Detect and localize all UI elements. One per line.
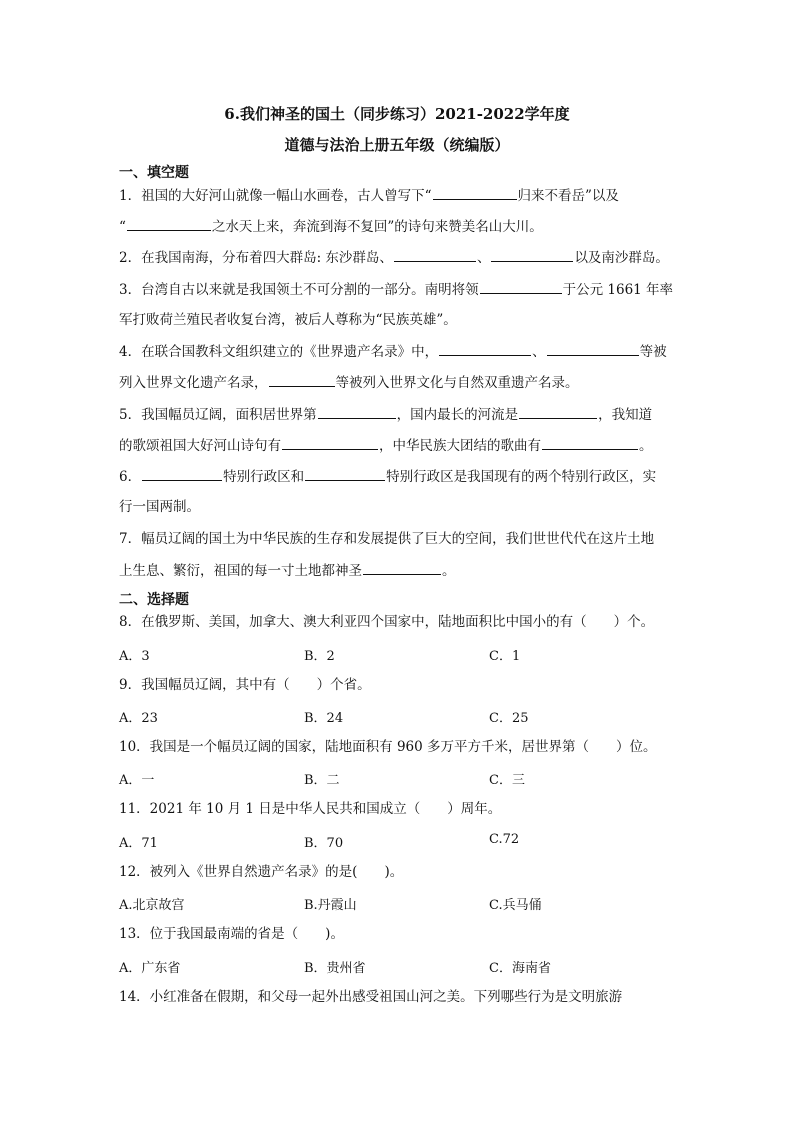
option-b[interactable]: B．二 <box>304 773 340 788</box>
answer-blank <box>519 405 597 419</box>
option-b[interactable]: B．24 <box>304 711 344 726</box>
option-c[interactable]: C.72 <box>489 832 520 847</box>
question-3-line-1: 3．台湾自古以来就是我国领土不可分割的一部分。南明将领 于公元 1661 年率 <box>119 282 674 298</box>
question-14: 14．小红准备在假期，和父母一起外出感受祖国山河之美。下列哪些行为是文明旅游 <box>119 989 623 1005</box>
option-a[interactable]: A.北京故宫 <box>119 898 185 913</box>
option-b[interactable]: B．2 <box>304 649 335 664</box>
document-subtitle: 道德与法治上册五年级（统编版） <box>284 136 510 154</box>
section-choice-heading: 二、选择题 <box>119 592 189 608</box>
question-4-line-2: 列入世界文化遗产名录， 等被列入世界文化与自然双重遗产名录。 <box>119 375 579 391</box>
option-a[interactable]: A．广东省 <box>119 961 181 976</box>
option-a[interactable]: A．23 <box>119 711 158 726</box>
question-1-line-1: 1．祖国的大好河山就像一幅山水画卷，古人曾写下“ 归来不看岳”以及 <box>119 188 619 204</box>
question-6-line-1: 6． 特别行政区和 特别行政区是我国现有的两个特别行政区，实 <box>119 469 657 485</box>
answer-blank <box>394 248 476 262</box>
question-9: 9．我国幅员辽阔，其中有（ ）个省。 <box>119 677 371 693</box>
question-3-line-2: 军打败荷兰殖民者收复台湾，被后人尊称为“民族英雄”。 <box>119 312 457 328</box>
answer-blank <box>480 280 562 294</box>
option-c[interactable]: C．1 <box>489 649 521 664</box>
question-1-line-2: “ 之水天上来，奔流到海不复回”的诗句来赞美名山大川。 <box>119 219 543 235</box>
answer-blank <box>363 561 441 575</box>
question-6-line-2: 行一国两制。 <box>119 499 200 515</box>
question-10: 10．我国是一个幅员辽阔的国家，陆地面积有 960 多万平方千米，居世界第（ ）位。 <box>119 739 657 755</box>
question-12: 12．被列入《世界自然遗产名录》的是( )。 <box>119 864 404 880</box>
option-c[interactable]: C．三 <box>489 773 525 788</box>
answer-blank <box>127 217 211 231</box>
section-fill-heading: 一、填空题 <box>119 165 189 181</box>
question-7-line-2: 上生息、繁衍，祖国的每一寸土地都神圣 。 <box>119 563 456 579</box>
question-8: 8．在俄罗斯、美国，加拿大、澳大利亚四个国家中，陆地面积比中国小的有（ ）个。 <box>119 614 655 630</box>
question-5-line-1: 5．我国幅员辽阔，面积居世界第 ，国内最长的河流是 ，我知道 <box>119 407 653 423</box>
option-b[interactable]: B．70 <box>304 836 344 851</box>
question-7-line-1: 7．幅员辽阔的国土为中华民族的生存和发展提供了巨大的空间，我们世世代代在这片土地 <box>119 531 655 547</box>
answer-blank <box>433 186 517 200</box>
question-2: 2．在我国南海，分布着四大群岛: 东沙群岛、 、 以及南沙群岛。 <box>119 250 669 266</box>
option-b[interactable]: B.丹霞山 <box>304 898 357 913</box>
answer-blank <box>547 342 639 356</box>
answer-blank <box>269 373 335 387</box>
option-c[interactable]: C．海南省 <box>489 961 551 976</box>
question-5-line-2: 的歌颂祖国大好河山诗句有 ，中华民族大团结的歌曲有 。 <box>119 438 653 454</box>
option-b[interactable]: B．贵州省 <box>304 961 366 976</box>
answer-blank <box>305 467 385 481</box>
question-13: 13．位于我国最南端的省是（ )。 <box>119 926 344 942</box>
option-a[interactable]: A．71 <box>119 836 158 851</box>
question-11: 11．2021 年 10 月 1 日是中华人民共和国成立（ ）周年。 <box>119 801 502 817</box>
option-c[interactable]: C．25 <box>489 711 529 726</box>
answer-blank <box>318 405 396 419</box>
option-a[interactable]: A．一 <box>119 773 155 788</box>
document-title: 6.我们神圣的国土（同步练习）2021-2022学年度 <box>224 105 570 123</box>
answer-blank <box>491 248 573 262</box>
option-c[interactable]: C.兵马俑 <box>489 898 542 913</box>
answer-blank <box>142 467 222 481</box>
answer-blank <box>439 342 531 356</box>
question-4-line-1: 4．在联合国教科文组织建立的《世界遗产名录》中， 、 等被 <box>119 344 667 360</box>
answer-blank <box>542 436 638 450</box>
answer-blank <box>282 436 378 450</box>
option-a[interactable]: A．3 <box>119 649 150 664</box>
